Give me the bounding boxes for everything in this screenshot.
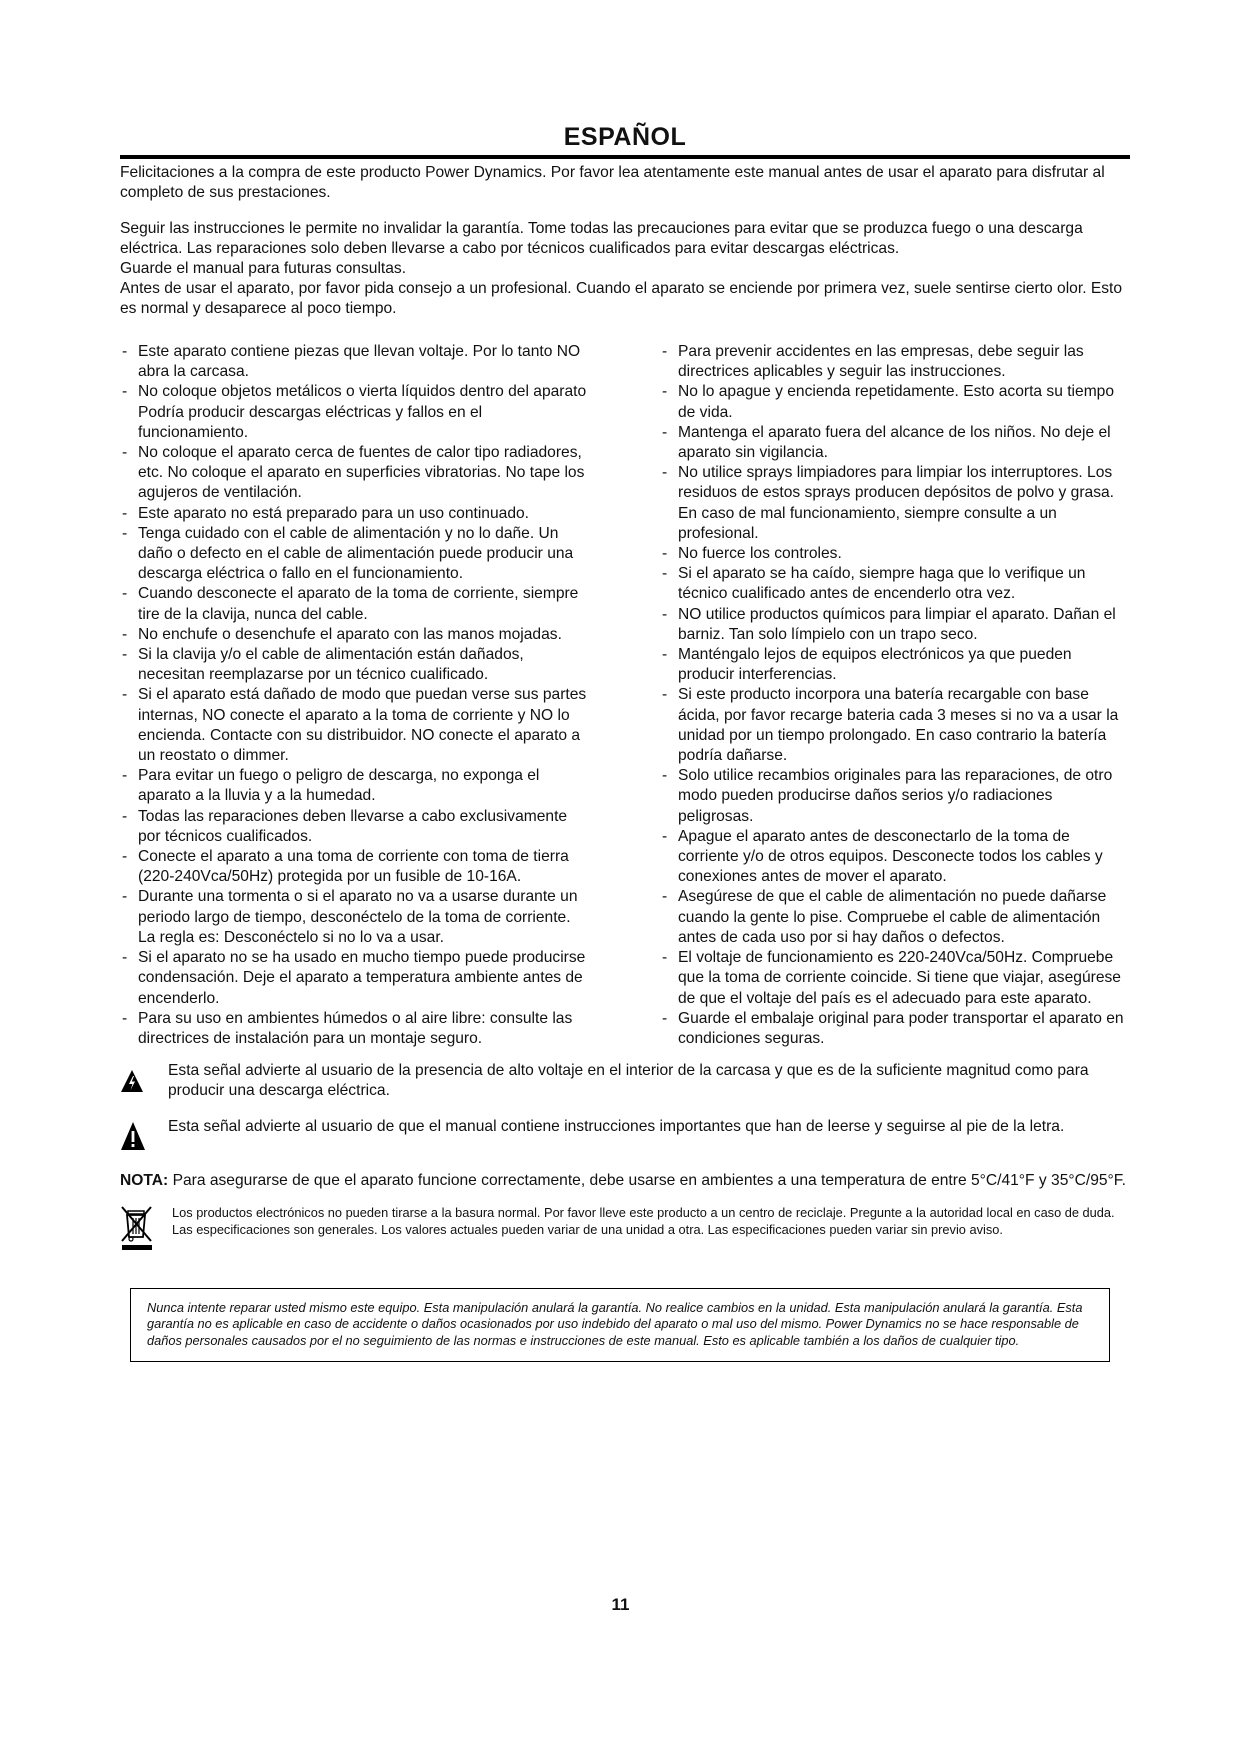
safety-list-item: - Si la clavija y/o el cable de alimentación están dañados, necesitan reemplazarse por un técnico cualificado.	[120, 645, 590, 685]
safety-list-item: - Conecte el aparato a una toma de corriente con toma de tierra (220-240Vca/50Hz) protegida por un fusible de 10-16A.	[120, 847, 590, 887]
safety-list-item: - Cuando desconecte el aparato de la toma de corriente, siempre tire de la clavija, nunca del cable.	[120, 584, 590, 624]
safety-list-item: - Este aparato no está preparado para un uso continuado.	[120, 504, 590, 524]
intro-paragraph-4: Antes de usar el aparato, por favor pida consejo a un profesional. Cuando el aparato se enciende por primera vez, suele sentirse cierto olor. Esto es normal y desaparece al poco tiempo.	[120, 280, 1123, 317]
safety-list-item: - Durante una tormenta o si el aparato no va a usarse durante un periodo largo de tiempo, desconéctelo de la toma de corriente. La regla es: Desconéctelo si no lo va a usar.	[120, 887, 590, 948]
safety-list-item: - Si el aparato se ha caído, siempre haga que lo verifique un técnico cualificado antes de encenderlo otra vez.	[660, 564, 1130, 604]
safety-list-left	[120, 342, 590, 1049]
safety-column-left	[120, 342, 590, 1049]
safety-list-item: - No utilice sprays limpiadores para limpiar los interruptores. Los residuos de estos sprays producen depósitos de polvo y grasa. En caso de mal funcionamiento, siempre consulte a un profesional.	[660, 463, 1130, 544]
page-content	[120, 120, 1130, 1362]
safety-list-item: - Manténgalo lejos de equipos electrónicos ya que pueden producir interferencias.	[660, 645, 1130, 685]
high-voltage-warning	[120, 1061, 1130, 1101]
safety-list-item: - Si este producto incorpora una batería recargable con base ácida, por favor recarge bateria cada 3 meses si no va a usar la unidad por un tiempo prolongado. En caso contrario la batería podría dañarse.	[660, 685, 1130, 766]
safety-list-item: - Todas las reparaciones deben llevarse a cabo exclusivamente por técnicos cualificados.	[120, 807, 590, 847]
note-paragraph	[120, 1171, 1130, 1191]
safety-list-item: - No fuerce los controles.	[660, 544, 1130, 564]
safety-list-item: - Este aparato contiene piezas que llevan voltaje. Por lo tanto NO abra la carcasa.	[120, 342, 590, 382]
safety-list-item: - No enchufe o desenchufe el aparato con las manos mojadas.	[120, 625, 590, 645]
page-number: 11	[611, 1595, 630, 1614]
intro-paragraph-3: Guarde el manual para futuras consultas.	[120, 260, 407, 277]
exclamation-triangle-icon	[120, 1117, 168, 1157]
safety-column-right	[660, 342, 1130, 1049]
safety-list-item: - Para evitar un fuego o peligro de descarga, no exponga el aparato a la lluvia y a la humedad.	[120, 766, 590, 806]
safety-list-item: - No coloque el aparato cerca de fuentes de calor tipo radiadores, etc. No coloque el aparato en superficies vibratorias. No tape los agujeros de ventilación.	[120, 443, 590, 504]
note-text: Para asegurarse de que el aparato funcione correctamente, debe usarse en ambientes a una temperatura de entre 5°C/41°F y 35°C/95°F.	[172, 1172, 1126, 1190]
safety-list-item: - Mantenga el aparato fuera del alcance de los niños. No deje el aparato sin vigilancia.	[660, 423, 1130, 463]
safety-list-item: - Solo utilice recambios originales para las reparaciones, de otro modo pueden producirse daños serios y/o radiaciones peligrosas.	[660, 766, 1130, 827]
safety-list-item: - Para su uso en ambientes húmedos o al aire libre: consulte las directrices de instalación para un montaje seguro.	[120, 1009, 590, 1049]
safety-list-item: - NO utilice productos químicos para limpiar el aparato. Dañan el barniz. Tan solo límpielo con un trapo seco.	[660, 605, 1130, 645]
safety-list-item: - Tenga cuidado con el cable de alimentación y no lo dañe. Un daño o defecto en el cable de alimentación puede producir una descarga eléctrica o fallo en el funcionamiento.	[120, 524, 590, 585]
warranty-disclaimer-box: Nunca intente reparar usted mismo este equipo. Esta manipulación anulará la garantía. No realice cambios en la unidad. Esta manipulación anulará la garantía. Esta garantía no es aplicable en caso de accidente o daños ocasionados por uso indebido del aparato o mal uso del mismo. Power Dynamics no se hace responsable de daños personales causados por el no seguimiento de las normas e instrucciones de este manual. Esto es aplicable también a los daños de cualquier tipo.	[130, 1288, 1110, 1363]
intro-paragraph-2: Seguir las instrucciones le permite no invalidar la garantía. Tome todas las precauciones para evitar que se produzca fuego o una descarga eléctrica. Las reparaciones solo deben llevarse a cabo por técnicos cualificados para evitar descargas eléctricas.	[120, 220, 1083, 257]
recycling-notice	[120, 1205, 1130, 1256]
recycling-notice-text: Los productos electrónicos no pueden tirarse a la basura normal. Por favor lleve este producto a un centro de reciclaje. Pregunte a la autoridad local en caso de duda. Las especificaciones son generales. Los valores actuales pueden variar de una unidad a otra. Las especificaciones pueden variar sin previo aviso.	[172, 1205, 1115, 1237]
intro-section	[120, 163, 1130, 319]
safety-list-item: - Si el aparato está dañado de modo que puedan verse sus partes internas, NO conecte el aparato a la toma de corriente y NO lo encienda. Contacte con su distribuidor. NO conecte el aparato a un reostato o dimmer.	[120, 685, 590, 766]
safety-list-item: - El voltaje de funcionamiento es 220-240Vca/50Hz. Compruebe que la toma de corriente coincide. Si tiene que viajar, asegúrese de que el voltaje del país es el adecuado para este aparato.	[660, 948, 1130, 1009]
page-title: ESPAÑOL	[120, 120, 1130, 159]
safety-instructions	[120, 342, 1130, 1049]
safety-list-right	[660, 342, 1130, 1049]
high-voltage-warning-text: Esta señal advierte al usuario de la presencia de alto voltaje en el interior de la carcasa y que es de la suficiente magnitud como para producir una descarga eléctrica.	[168, 1062, 1089, 1100]
attention-warning-text: Esta señal advierte al usuario de que el manual contiene instrucciones importantes que han de leerse y seguirse al pie de la letra.	[168, 1118, 1065, 1136]
attention-warning	[120, 1117, 1130, 1157]
safety-list-item: - No coloque objetos metálicos o vierta líquidos dentro del aparato Podría producir descargas eléctricas y fallos en el funcionamiento.	[120, 382, 590, 443]
safety-list-item: - Si el aparato no se ha usado en mucho tiempo puede producirse condensación. Deje el aparato a temperatura ambiente antes de encenderlo.	[120, 948, 590, 1009]
intro-paragraph-1: Felicitaciones a la compra de este producto Power Dynamics. Por favor lea atentamente este manual antes de usar el aparato para disfrutar al completo de sus prestaciones.	[120, 164, 1105, 201]
safety-list-item: - Apague el aparato antes de desconectarlo de la toma de corriente y/o de otros equipos. Desconecte todos los cables y conexiones antes de mover el aparato.	[660, 827, 1130, 888]
lightning-triangle-icon	[120, 1061, 168, 1099]
crossed-bin-icon	[120, 1205, 172, 1256]
safety-list-item: - Guarde el embalaje original para poder transportar el aparato en condiciones seguras.	[660, 1009, 1130, 1049]
safety-list-item: - No lo apague y encienda repetidamente. Esto acorta su tiempo de vida.	[660, 382, 1130, 422]
safety-list-item: - Para prevenir accidentes en las empresas, debe seguir las directrices aplicables y seguir las instrucciones.	[660, 342, 1130, 382]
safety-list-item: - Asegúrese de que el cable de alimentación no puede dañarse cuando la gente lo pise. Compruebe el cable de alimentación antes de cada uso por si hay daños o defectos.	[660, 887, 1130, 948]
note-label: NOTA:	[120, 1172, 169, 1190]
